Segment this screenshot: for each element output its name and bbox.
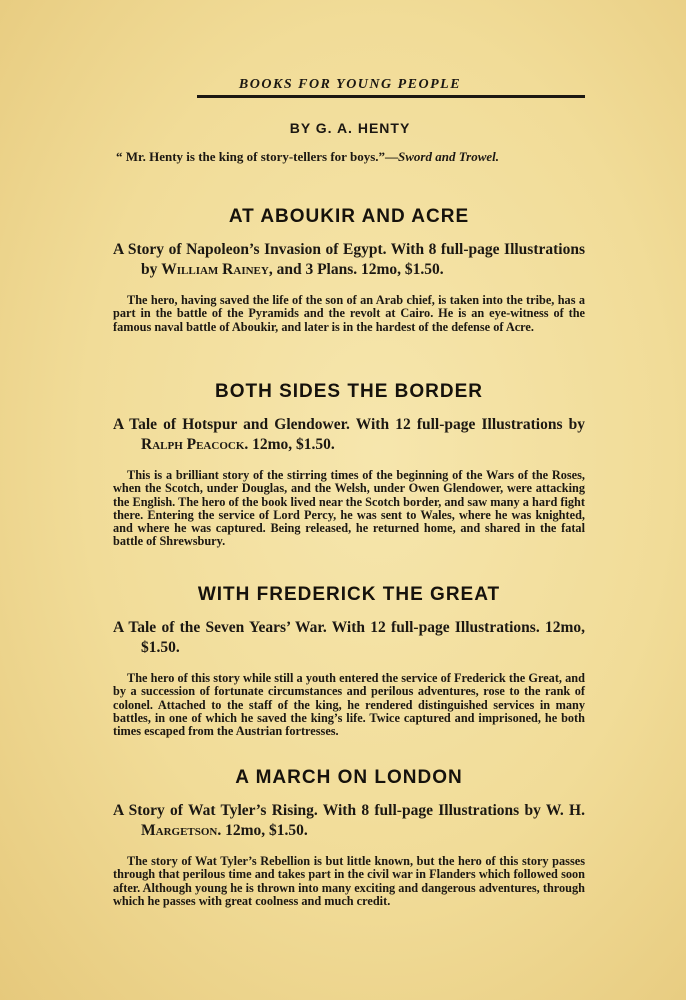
book-subtitle: A Story of Wat Tyler’s Rising. With 8 full-page Illustrations by W. H. Margetson. 12mo, $1.50. <box>113 802 585 839</box>
book-description: The story of Wat Tyler’s Rebellion is but little known, but the hero of this story passes through that perilous time and takes part in the civil war in Flanders which followed soon after. Although young he is thrown into many exciting and dangerous adventures, through which he passes with great coolness and much credit. <box>113 854 585 908</box>
book-entry-aboukir <box>113 206 585 334</box>
book-subtitle: A Tale of the Seven Years’ War. With 12 full-page Illustrations. 12mo, $1.50. <box>113 619 585 656</box>
book-description: The hero, having saved the life of the son of an Arab chief, is taken into the tribe, has a part in the battle of the Pyramids and the revolt at Cairo. He is an eye-witness of the famous naval battle of Aboukir, and later is in the hardest of the defense of Acre. <box>113 293 585 334</box>
book-title: BOTH SIDES THE BORDER <box>214 381 484 402</box>
author-heading: BY G. A. HENTY <box>289 120 411 136</box>
illustrator-name: William Rainey <box>161 261 269 278</box>
book-entry-frederick <box>113 584 585 738</box>
running-head: BOOKS FOR YOUNG PEOPLE <box>238 77 462 92</box>
book-title: AT ABOUKIR AND ACRE <box>228 206 470 227</box>
illustrator-name: Margetson <box>141 822 218 839</box>
book-description: This is a brilliant story of the stirring times of the beginning of the Wars of the Roses, when the Scotch, under Douglas, and the Welsh, under Owen Glendower, were attacking the English. The hero of the book lived near the Scotch border, and saw many a hard fight there. Entering the service of Lord Percy, he was sent to Wales, where he was knighted, and where he was captured. Being released, he returned home, and shared in the fatal battle of Shrewsbury. <box>113 468 585 549</box>
book-description: The hero of this story while still a youth entered the service of Frederick the Great, and by a succession of fortunate circumstances and perilous adventures, rose to the rank of colonel. Attached to the staff of the king, he rendered distinguished services in many battles, in one of which he saved the king’s life. Twice captured and imprisoned, he both times escaped from the Austrian fortresses. <box>113 671 585 739</box>
book-entry-border <box>113 381 585 549</box>
endorsement-quote <box>116 149 596 165</box>
book-subtitle: A Tale of Hotspur and Glendower. With 12 full-page Illustrations by Ralph Peacock. 12mo, $1.50. <box>113 416 585 453</box>
quote-source: Sword and Trowel. <box>398 149 500 164</box>
book-subtitle: A Story of Napoleon’s Invasion of Egypt. With 8 full-page Illustrations by William Rainey, and 3 Plans. 12mo, $1.50. <box>113 241 585 278</box>
illustrator-name: Ralph Peacock <box>141 436 245 453</box>
book-entry-march-london <box>113 767 585 908</box>
quote-text: “ Mr. Henty is the king of story-tellers for boys.”— <box>116 149 399 164</box>
header-rule <box>197 95 585 98</box>
book-title: WITH FREDERICK THE GREAT <box>197 584 501 605</box>
book-title: A MARCH ON LONDON <box>235 767 463 788</box>
